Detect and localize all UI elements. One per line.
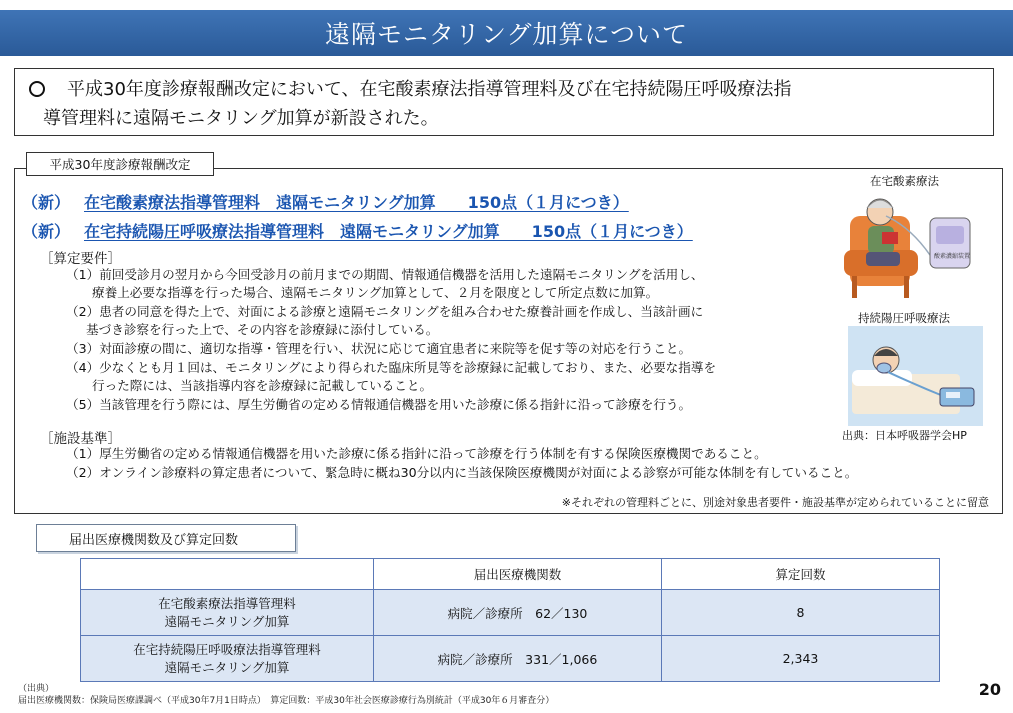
new-item-1 — [22, 190, 629, 213]
requirement-line: 基づき診察を行った上で、その内容を診療録に添付している。 — [86, 322, 439, 337]
source-heading: （出典） — [18, 684, 55, 694]
cpap-illustration — [848, 326, 983, 426]
table-cell-name: 在宅持続陽圧呼吸療法指導管理料 遠隔モニタリング加算 — [81, 636, 374, 682]
summary-line-1: 平成30年度診療報酬改定において、在宅酸素療法指導管理料及び在宅持続陽圧呼吸療法指 — [29, 75, 983, 104]
counts-label: 届出医療機関数及び算定回数 — [36, 524, 296, 552]
requirement-line: （4）少なくとも月１回は、モニタリングにより得られた臨床所見等を診療録に記載しており、また、必要な指導を — [66, 360, 717, 375]
new-item-2 — [22, 219, 693, 242]
device-label: 酸素濃縮装置 — [934, 253, 971, 260]
requirement-line: 行った際には、当該指導内容を診療録に記載していること。 — [92, 378, 433, 393]
summary-line-2: 導管理料に遠隔モニタリング加算が新設された。 — [43, 108, 439, 129]
footnote: ※それぞれの管理料ごとに、別途対象患者要件・施設基準が定められていることに留意 — [561, 496, 989, 509]
new-item-text: 在宅酸素療法指導管理料 遠隔モニタリング加算 150点（１月につき） — [84, 193, 629, 212]
new-tag: （新） — [22, 222, 71, 241]
new-tag: （新） — [22, 193, 71, 212]
page-number: 20 — [978, 680, 1001, 699]
facility-line: （2）オンライン診療料の算定患者について、緊急時に概ね30分以内に当該保険医療機関が対面による診察が可能な体制を有していること。 — [66, 465, 858, 480]
facility-heading: ［施設基準］ — [40, 431, 121, 447]
home-oxygen-label: 在宅酸素療法 — [870, 174, 939, 188]
new-item-text: 在宅持続陽圧呼吸療法指導管理料 遠隔モニタリング加算 150点（１月につき） — [84, 222, 693, 241]
revision-tab: 平成30年度診療報酬改定 — [26, 152, 214, 176]
home-oxygen-illustration — [842, 188, 982, 306]
table-cell-count: 8 — [662, 590, 940, 636]
table-header: 算定回数 — [662, 559, 940, 590]
counts-table — [80, 558, 940, 682]
table-cell-facilities: 病院／診療所 331／1,066 — [374, 636, 662, 682]
table-header — [81, 559, 374, 590]
table-cell-name: 在宅酸素療法指導管理料 遠隔モニタリング加算 — [81, 590, 374, 636]
requirement-line: （2）患者の同意を得た上で、対面による診療と遠隔モニタリングを組み合わせた療養計画を作成し、当該計画に — [66, 304, 704, 319]
page-title: 遠隔モニタリング加算について — [0, 10, 1013, 56]
circle-bullet-icon — [29, 81, 45, 97]
table-header: 届出医療機関数 — [374, 559, 662, 590]
facility-line: （1）厚生労働省の定める情報通信機器を用いた診療に係る指針に沿って診療を行う体制を有する保険医療機関であること。 — [66, 446, 767, 461]
table-cell-count: 2,343 — [662, 636, 940, 682]
requirement-line: （5）当該管理を行う際には、厚生労働省の定める情報通信機器を用いた診療に係る指針に沿って診療を行う。 — [66, 397, 692, 412]
requirements-heading: ［算定要件］ — [40, 251, 121, 267]
table-row — [81, 590, 940, 636]
requirement-line: （3）対面診療の間に、適切な指導・管理を行い、状況に応じて適宜患者に来院等を促す等の対応を行うこと。 — [66, 341, 692, 356]
table-row — [81, 636, 940, 682]
cpap-label: 持続陽圧呼吸療法 — [858, 311, 950, 325]
source-text: 届出医療機関数：保険局医療課調べ（平成30年7月1日時点） 算定回数：平成30年社会医療診療行為別統計（平成30年６月審査分） — [18, 696, 555, 706]
table-cell-facilities: 病院／診療所 62／130 — [374, 590, 662, 636]
requirement-line: （1）前回受診月の翌月から今回受診月の前月までの期間、情報通信機器を活用した遠隔モニタリングを活用し、 — [66, 267, 704, 282]
summary-box — [14, 68, 994, 136]
illustration-credit: 出典：日本呼吸器学会HP — [842, 429, 967, 442]
table-header-row — [81, 559, 940, 590]
requirement-line: 療養上必要な指導を行った場合、遠隔モニタリング加算として、２月を限度として所定点数に加算。 — [92, 285, 659, 300]
